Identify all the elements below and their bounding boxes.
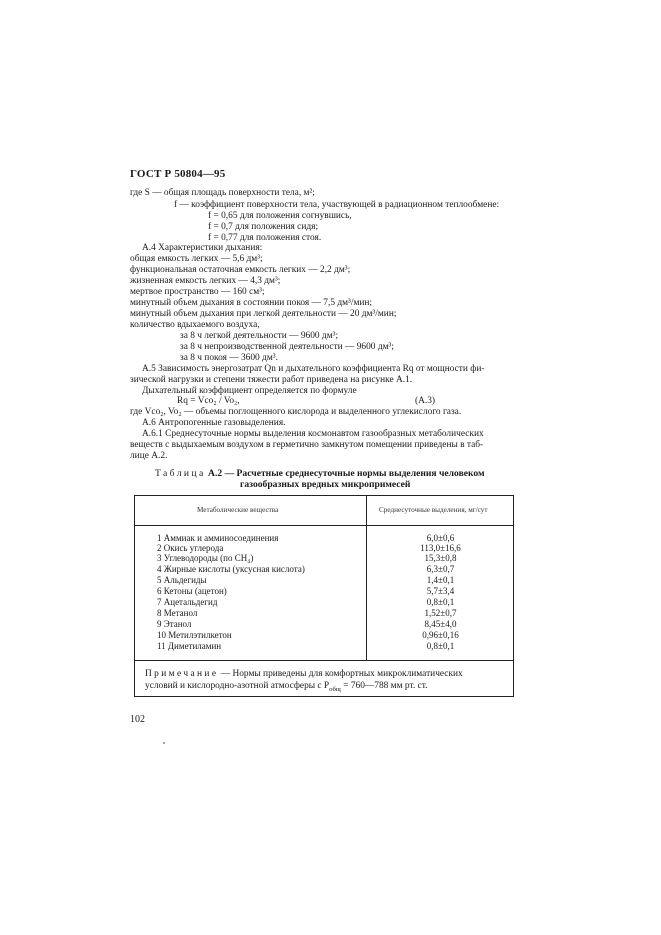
note-label: Примечание [145,669,219,679]
table-caption-label: Таблица [155,468,206,479]
row-value: 6,3±0,7 [426,564,455,574]
table-row [135,564,513,574]
text-line: за 8 ч покоя — 3600 дм³. [180,353,278,363]
note-text: — Нормы приведены для комфортных микроклиматических [220,669,463,679]
table-row [135,533,513,543]
text-line: функциональная остаточная емкость легких — 2,2 дм³; [130,265,351,275]
table-note [145,668,505,696]
text-line: минутный объем дыхания в состоянии покоя — 7,5 дм³/мин; [130,298,373,308]
text-line: А.6.1 Среднесуточные нормы выделения космонавтом газообразных метаболических [142,429,484,439]
table-row [135,553,513,563]
table-caption [155,468,485,479]
column-header-substance: Метаболические вещества [197,506,279,514]
document-header: ГОСТ Р 50804—95 [130,168,226,180]
data-table [134,495,514,697]
note-subscript: общ [329,685,341,693]
row-substance: 1 Аммиак и амминосоединения [157,533,279,543]
text-line: общая емкость легких — 5,6 дм³; [130,254,263,264]
text-line: мертвое пространство — 160 см³; [130,287,265,297]
row-value: 15,3±0,8 [424,553,457,563]
row-value: 0,8±0,1 [426,641,455,651]
row-value: 1,4±0,1 [426,575,455,585]
text-line: где S — общая площадь поверхности тела, м²; [130,188,315,198]
text-line: лице А.2. [130,451,168,461]
table-row [135,619,513,629]
row-substance: 11 Диметиламин [157,641,222,651]
row-substance: 7 Ацетальдегид [157,597,218,607]
column-header-emission: Среднесуточные выделения, мг/сут [379,506,488,514]
note-text-line2: условий и кислородно-азотной атмосферы с P [145,681,330,691]
note-text-line3: = 760—788 мм рт. ст. [340,681,428,691]
row-value: 1,52±0,7 [424,608,457,618]
text-line: количество вдыхаемого воздуха, [130,320,260,330]
text-line: Дыхательный коэффициент определяется по формуле [142,386,357,396]
row-value: 6,0±0,6 [426,533,455,543]
text-line: f = 0,7 для положения сидя; [208,222,319,232]
scan-speck [163,742,165,744]
row-value: 0,8±0,1 [426,597,455,607]
text-line: веществ с выдыхаемым воздухом в герметично замкнутом помещении приведены в таб- [130,440,484,450]
row-value: 5,7±3,4 [426,586,455,596]
text-line: f — коэффициент поверхности тела, участвующей в радиационном теплообмене: [174,200,500,210]
table-row [135,586,513,596]
table-row [135,597,513,607]
table-row [135,608,513,618]
note-divider [135,660,513,661]
row-value: 113,0±16,6 [420,543,461,553]
text-line: А.6 Антропогенные газовыделения. [142,418,286,428]
text-line: жизненная емкость легких — 4,3 дм³; [130,276,281,286]
table-caption-title: А.2 — Расчетные среднесуточные нормы выделения человеком [208,468,485,479]
text-line: f = 0,65 для положения согнувшись, [208,211,352,221]
formula: Rq = Vco₂ / Vo₂, [177,396,240,406]
header-divider [135,525,513,526]
text-line: А.5 Зависимость энергозатрат Qn и дыхательного коэффициента Rq от мощности фи- [142,364,485,374]
table-caption-title-line2: газообразных вредных микропримесей [240,479,411,490]
row-substance: 10 Метилэтилкетон [157,630,232,640]
row-substance: 4 Жирные кислоты (уксусная кислота) [157,564,305,574]
row-value: 0,96±0,16 [422,630,459,640]
table-row [135,630,513,640]
row-substance: 5 Альдегиды [157,575,207,585]
text-line: где Vco₂, Vo₂ — объемы поглощенного кислорода и выделенного углекислого газа. [130,407,462,417]
page-number: 102 [130,714,145,725]
formula-number: (А.3) [415,396,436,406]
text-line: f = 0,77 для положения стоя. [208,233,322,243]
row-substance: 9 Этанол [157,619,192,629]
row-value: 8,45±4,0 [424,619,457,629]
row-substance: 2 Окись углерода [157,543,224,553]
table-row [135,641,513,651]
text-line: за 8 ч непроизводственной деятельности — 9600 дм³; [180,342,394,352]
text-line: А.4 Характеристики дыхания: [142,243,263,253]
row-substance: 8 Метанол [157,608,198,618]
row-substance: 6 Кетоны (ацетон) [157,586,227,596]
row-substance: 3 Углеводороды (по CH₄) [157,553,254,563]
text-line: за 8 ч легкой деятельности — 9600 дм³; [180,331,339,341]
text-line: зической нагрузки и степени тяжести работ приведена на рисунке А.1. [130,375,413,385]
text-line: минутный объем дыхания при легкой деятельности — 20 дм³/мин; [130,309,397,319]
table-row [135,543,513,553]
table-row [135,575,513,585]
